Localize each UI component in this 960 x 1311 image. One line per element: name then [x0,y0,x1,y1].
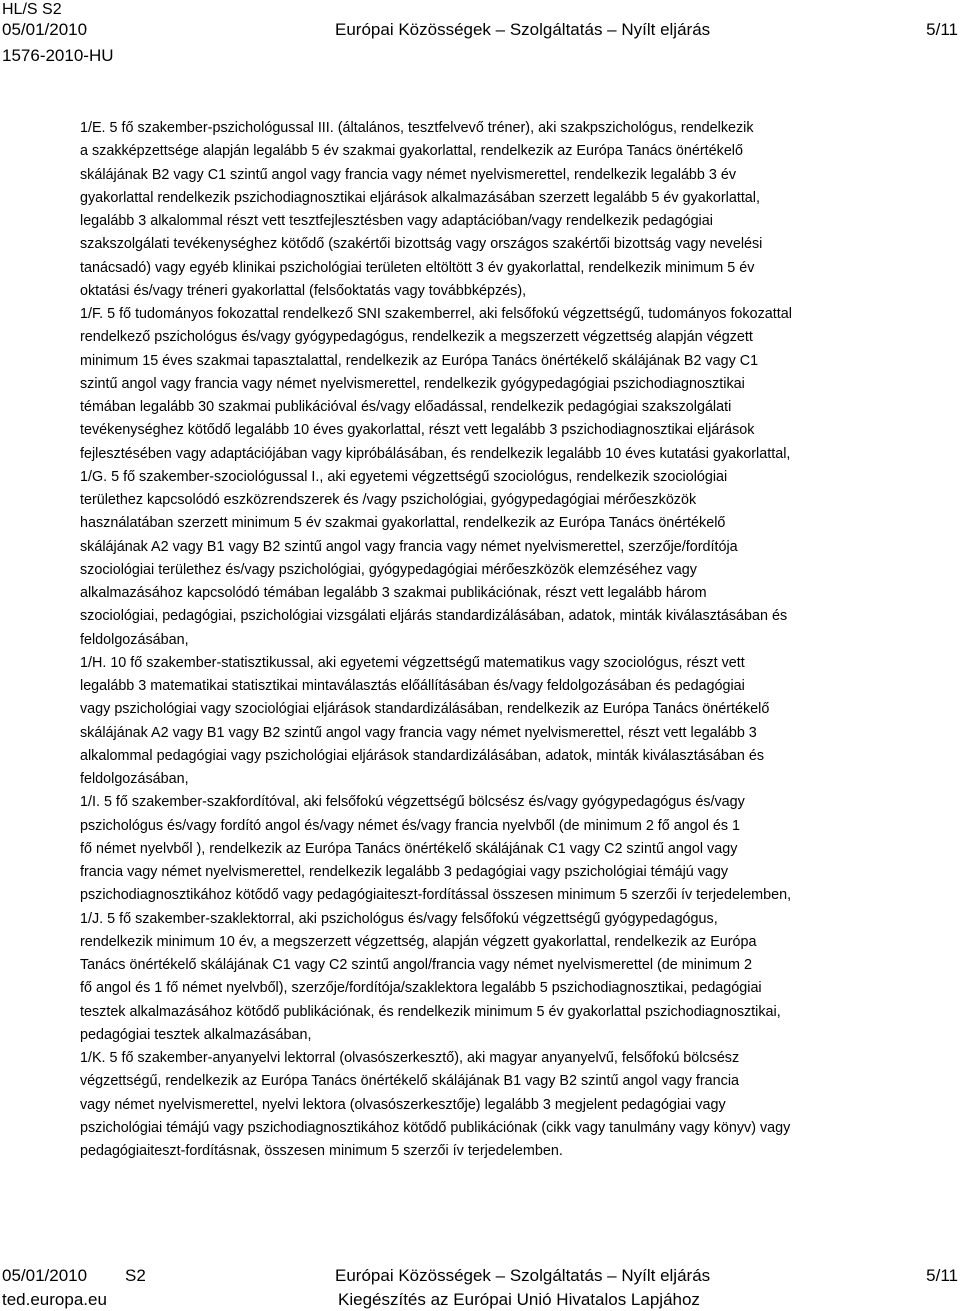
body-text [80,117,960,1163]
body-line: minimum 15 éves szakmai tapasztalattal, rendelkezik az Európa Tanács önértékelő skálájának B2 vagy C1 [80,352,759,369]
body-line: pedagógiaiteszt-fordításnak, összesen minimum 5 szerzői ív terjedelemben. [80,1143,563,1159]
header-page-number: 5/11 [926,20,958,39]
body-line: használatában szerzett minimum 5 év szakmai gyakorlattal, rendelkezik az Európa Tanács önértékelő [80,515,726,532]
body-line: 1/I. 5 fő szakember-szakfordítóval, aki felsőfokú végzettségű bölcsész és/vagy gyógypedagógus és/vagy [80,794,745,811]
body-line: francia vagy német nyelvismerettel, rendelkezik legalább 3 pedagógiai vagy pszichológiai témájú vagy [80,864,729,880]
body-line: fejlesztésében vagy adaptációjában vagy kipróbálásában, és rendelkezik legalább 10 éves kutatási gyakorlattal, [80,445,791,462]
footer-site-link[interactable]: ted.europa.eu [2,1290,107,1309]
footer-publisher: Európai Közösségek – Szolgáltatás – Nyílt eljárás [335,1266,711,1285]
body-line: 1/G. 5 fő szakember-szociológussal I., aki egyetemi végzettségű szociológus, rendelkezik szociológiai [80,468,728,485]
body-line: pszichodiagnosztikához kötődő vagy pedagógiaiteszt-fordítással összesen minimum 5 szerzői ív terjedelemben, [80,887,792,904]
footer-journal-title: Kiegészítés az Európai Unió Hivatalos Lapjához [338,1290,700,1309]
body-line: szintű angol vagy francia vagy német nyelvismerettel, rendelkezik gyógypedagógiai pszichodiagnosztikai [80,375,745,392]
body-line: 1/J. 5 fő szakember-szaklektorral, aki pszichológus és/vagy felsőfokú végzettségű gyógypedagógus, [80,910,718,927]
body-line: 1/F. 5 fő tudományos fokozattal rendelkező SNI szakemberrel, aki felsőfokú végzettségű, tudományos fokozattal [80,306,792,322]
body-line: témában legalább 30 szakmai publikációval és/vagy előadással, rendelkezik pedagógiai szakszolgálati [80,399,732,415]
body-line: fő angol és 1 fő német nyelvből), szerzője/fordítója/szaklektora legalább 5 pszichodiagnosztikai, pedagógiai [80,980,762,997]
footer-page-number: 5/11 [926,1266,958,1285]
body-line: skálájának A2 vagy B1 vagy B2 szintű angol vagy francia vagy német nyelvismerettel, szerzője/fordítója [80,538,738,555]
footer-date: 05/01/2010 [2,1266,88,1285]
header-date: 05/01/2010 [2,20,88,39]
body-line: alkalmazásához kapcsolódó témában legalább 3 szakmai publikációnak, részt vett legalább három [80,585,707,601]
body-line: 1/K. 5 fő szakember-anyanyelvi lektorral (olvasószerkesztő), aki magyar anyanyelvű, felsőfokú bölcsész [80,1050,740,1066]
body-line: tanácsadó) vagy egyéb klinikai pszichológiai területen eltöltött 3 év gyakorlattal, rendelkezik minimum 5 év [80,259,755,276]
body-line: rendelkező pszichológus és/vagy gyógypedagógus, rendelkezik a megszerzett végzettség alapján végzett [80,329,753,346]
body-line: tesztek alkalmazásához kötődő publikációnak, és rendelkezik minimum 5 év gyakorlattal pszichodiagnosztikai, [80,1003,781,1020]
body-line: legalább 3 alkalommal részt vett tesztfejlesztésben vagy adaptációban/vagy rendelkezik pedagógiai [80,213,713,229]
body-line: a szakképzettsége alapján legalább 5 év szakmai gyakorlattal, rendelkezik az Európa Tanács önértékelő [80,143,743,160]
body-line: rendelkezik minimum 10 év, a megszerzett végzettség, alapján végzett gyakorlattal, rendelkezik az Európa [80,933,757,950]
body-line: feldolgozásában, [80,771,189,787]
body-line: skálájának A2 vagy B1 vagy B2 szintű angol vagy francia vagy német nyelvismerettel, részt vett legalább 3 [80,724,757,741]
body-line: szociológiai, pedagógiai, pszichológiai vizsgálati eljárás standardizálásában, adatok, minták kiválasztásában és [80,608,788,625]
document-reference: 1576-2010-HU [2,46,114,65]
body-line: vagy német nyelvismerettel, nyelvi lektora (olvasószerkesztője) legalább 3 megjelent pedagógiai vagy [80,1096,726,1113]
body-line: pszichológus és/vagy fordító angol és/vagy német és/vagy francia nyelvből (de minimum 2 fő angol és 1 [80,817,741,834]
body-line: 1/H. 10 fő szakember-statisztikussal, aki egyetemi végzettségű matematikus vagy szociológus, részt vett [80,654,745,671]
body-line: 1/E. 5 fő szakember-pszichológussal III. (általános, tesztfelvevő tréner), aki szakpszichológus, rendelkezik [80,120,754,136]
body-line: Tanács önértékelő skálájának C1 vagy C2 szintű angol/francia vagy német nyelvismerettel (de minimum 2 [80,957,752,973]
body-line: feldolgozásában, [80,631,189,648]
body-line: alkalommal pedagógiai vagy pszichológiai eljárások standardizálásában, adatok, minták kiválasztásában és [80,747,765,764]
body-line: fő német nyelvből ), rendelkezik az Európa Tanács önértékelő skálájának C1 vagy C2 szintű angol vagy [80,840,738,857]
header-publisher: Európai Közösségek – Szolgáltatás – Nyílt eljárás [335,20,711,39]
body-line: területhez kapcsolódó eszközrendszerek és /vagy pszichológiai, gyógypedagógiai mérőeszközök [80,492,697,508]
footer-series: S2 [125,1266,146,1285]
body-line: végzettségű, rendelkezik az Európa Tanács önértékelő skálájának B1 vagy B2 szintű angol vagy francia [80,1073,739,1090]
body-line: legalább 3 matematikai statisztikai mintaválasztás előállításában és/vagy feldolgozásában és pedagógiai [80,678,745,694]
body-line: pszichológiai témájú vagy pszichodiagnosztikához kötődő publikációnak (cikk vagy tanulmány vagy könyv) vagy [80,1119,791,1136]
body-line: szakszolgálati tevékenységhez kötődő (szakértői bizottság vagy országos szakértői bizottság vagy nevelési [80,236,763,253]
body-line: skálájának B2 vagy C1 szintű angol vagy francia vagy német nyelvismerettel, rendelkezik legalább 3 év [80,166,737,183]
body-line: gyakorlattal rendelkezik pszichodiagnosztikai eljárások alkalmazásában szerzett legalább 5 év gyakorlattal, [80,189,760,206]
body-line: pedagógiai tesztek alkalmazásában, [80,1026,312,1043]
document-code: HL/S S2 [2,1,62,18]
body-line: tevékenységhez kötődő legalább 10 éves gyakorlattal, részt vett legalább 3 pszichodiagnosztikai eljárások [80,422,755,439]
body-line: vagy pszichológiai vagy szociológiai eljárások standardizálásában, rendelkezik az Európa Tanács önértékelő [80,701,770,718]
body-line: oktatási és/vagy tréneri gyakorlattal (felsőoktatás vagy továbbképzés), [80,282,527,299]
body-line: szociológiai területhez és/vagy pszichológiai, gyógypedagógiai mérőeszközök elemzéséhez vagy [80,561,697,578]
